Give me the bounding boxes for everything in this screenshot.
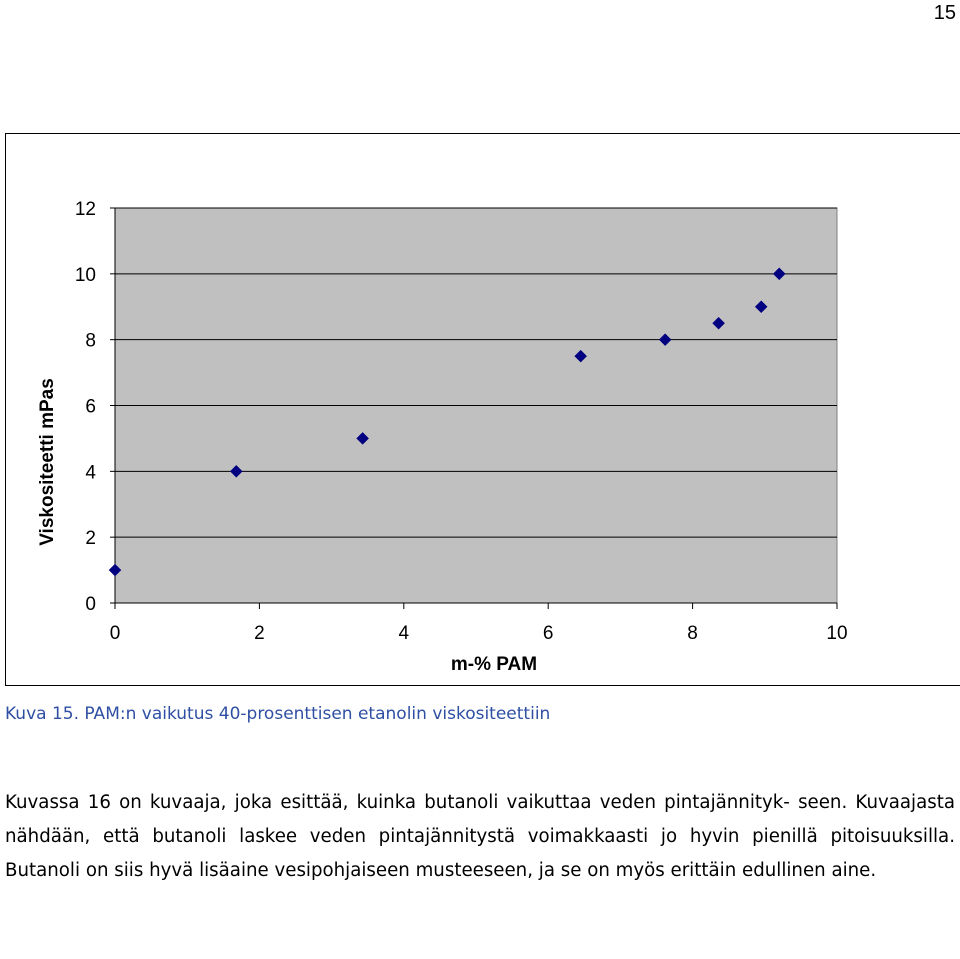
body-line: hyvin pienillä pitoisuuksilla. Butanoli on siis hyvä lisäaine vesipohjaiseen musteeseen, ja	[5, 826, 955, 881]
body-line: se on myös erittäin edullinen aine.	[560, 860, 877, 881]
x-tick-label: 2	[254, 623, 265, 644]
x-tick-label: 4	[398, 623, 410, 644]
x-tick-label: 6	[542, 623, 554, 644]
page-number: 15	[933, 2, 956, 24]
y-tick-label: 4	[85, 462, 96, 484]
body-paragraph	[5, 786, 955, 888]
y-tick-label: 6	[85, 396, 96, 418]
x-tick-label: 10	[826, 623, 848, 644]
y-tick-label: 0	[85, 594, 96, 615]
x-axis-title: m-% PAM	[450, 654, 538, 675]
y-tick-label: 12	[74, 199, 96, 220]
y-axis-title: Viskositeetti mPas	[37, 378, 58, 546]
x-tick-label: 0	[109, 623, 121, 644]
y-tick-label: 8	[85, 330, 96, 352]
y-tick-label: 2	[85, 528, 96, 550]
body-line: Kuvassa 16 on kuvaaja, joka esittää, kuinka butanoli vaikuttaa veden pintajännityk-	[5, 792, 790, 813]
y-tick-label: 10	[74, 264, 96, 286]
body-line: seen. Kuvaajasta nähdään, että butanoli laskee veden pintajännitystä voimakkaasti jo	[5, 792, 955, 847]
figure-caption: Kuva 15. PAM:n vaikutus 40-prosenttisen etanolin viskositeettiin	[5, 704, 551, 724]
x-tick-label: 8	[687, 623, 698, 644]
